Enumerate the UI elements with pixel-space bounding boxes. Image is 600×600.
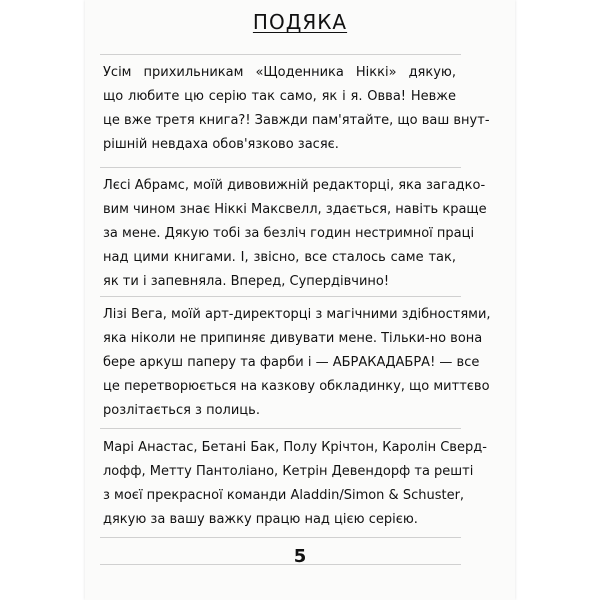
text-line: дякую за вашу важку працю над цією серією. [103,512,418,527]
text-line: розлітається з полиць. [103,403,260,418]
page-number: 5 [293,546,307,567]
page-title: ПОДЯКА [252,10,348,34]
text-line: бере аркуш паперу та фарби і — АБРАКАДАБРА! — все [103,355,480,370]
text-line: яка ніколи не припиняє дивувати мене. Тільки-но вона [103,331,483,346]
text-line: це вже третя книга?! Завжди пам'ятайте, що ваш внут- [103,113,490,128]
text-line: Лізі Вега, моїй арт-директорці з магічними здібностями, [103,307,491,322]
notebook-rule [100,296,461,297]
text-line: як ти і запевняла. Вперед, Супердівчино! [103,274,390,289]
notebook-rule [100,167,461,168]
text-line: з моєї прекрасної команди Aladdin/Simon & Schuster, [103,488,465,503]
notebook-rule [100,428,461,429]
text-line: рішній невдаха обов'язково засяє. [103,137,339,152]
text-line: Лєсі Абрамс, моїй дивовижній редакторці, яка загадко- [103,178,486,193]
text-line: над цими книгами. І, звісно, все сталось саме так, [103,250,456,265]
notebook-rule [100,54,461,55]
text-line: Марі Анастас, Бетані Бак, Полу Крічтон, Каролін Сверд- [103,440,487,455]
text-line: лофф, Метту Пантоліано, Кетрін Девендорф та решті [103,464,474,479]
text-line: за мене. Дякую тобі за безліч годин нестримної праці [103,226,475,241]
text-line: вим чином знає Ніккі Максвелл, здається, навіть краще [103,202,487,217]
text-line: Усім прихильникам «Щоденника Ніккі» дякую, [103,65,456,80]
notebook-rule [100,537,461,538]
text-line: це перетворюється на казкову обкладинку, що миттєво [103,379,490,394]
text-line: що любите цю серію так само, як і я. Овва! Невже [103,89,456,104]
